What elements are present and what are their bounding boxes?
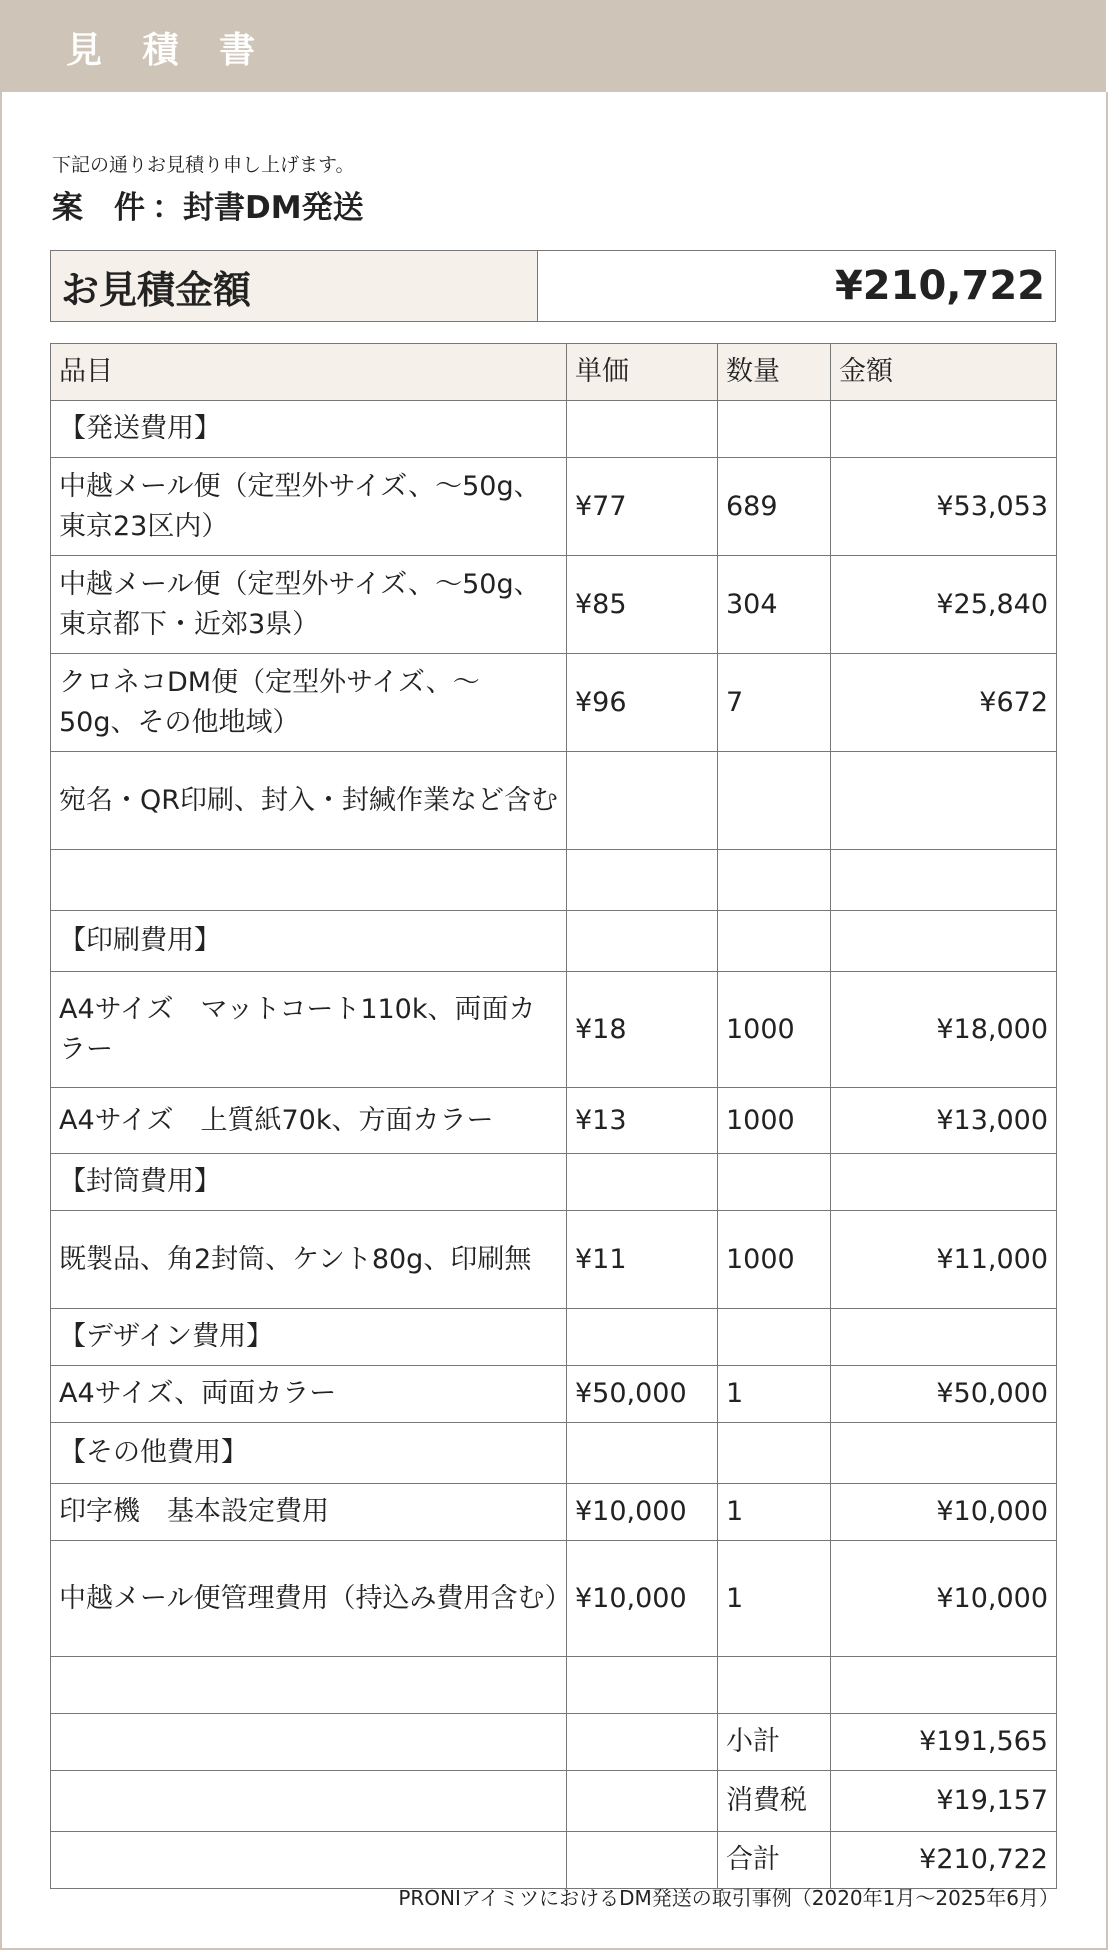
cell-quantity: 1000 — [718, 972, 831, 1088]
table-row — [51, 1088, 1057, 1154]
cell-amount — [831, 1154, 1057, 1211]
cell-item: 【封筒費用】 — [51, 1154, 567, 1211]
cell-item: 【印刷費用】 — [51, 911, 567, 972]
cell-item: クロネコDM便（定型外サイズ、～50g、その他地域） — [51, 654, 567, 752]
cell-amount: ¥10,000 — [831, 1484, 1057, 1541]
table-row — [51, 1484, 1057, 1541]
cell-unit-price — [567, 1832, 718, 1889]
table-row — [51, 1541, 1057, 1657]
cell-unit-price: ¥50,000 — [567, 1366, 718, 1423]
column-header-amount: 金額 — [831, 344, 1057, 401]
cell-amount — [831, 752, 1057, 850]
table-row — [51, 654, 1057, 752]
document-title: 見 積 書 — [66, 30, 270, 71]
cell-quantity — [718, 1423, 831, 1484]
cell-amount: ¥13,000 — [831, 1088, 1057, 1154]
table-row — [51, 458, 1057, 556]
column-header-item: 品目 — [51, 344, 567, 401]
estimate-total-label: お見積金額 — [51, 251, 538, 321]
table-row — [51, 1771, 1057, 1832]
cell-unit-price: ¥13 — [567, 1088, 718, 1154]
cell-unit-price — [567, 1771, 718, 1832]
cell-unit-price: ¥77 — [567, 458, 718, 556]
cell-amount: ¥10,000 — [831, 1541, 1057, 1657]
cell-quantity — [718, 1657, 831, 1714]
table-row — [51, 1366, 1057, 1423]
cell-quantity: 1000 — [718, 1088, 831, 1154]
cell-amount: ¥210,722 — [831, 1832, 1057, 1889]
cell-amount — [831, 850, 1057, 911]
subject-label: 案 件 — [52, 190, 145, 226]
cell-unit-price — [567, 1423, 718, 1484]
estimate-items-table — [50, 343, 1057, 1889]
table-row — [51, 1832, 1057, 1889]
cell-item — [51, 1714, 567, 1771]
cell-quantity: 消費税 — [718, 1771, 831, 1832]
cell-item: A4サイズ 上質紙70k、方面カラー — [51, 1088, 567, 1154]
cell-unit-price — [567, 401, 718, 458]
cell-quantity — [718, 752, 831, 850]
cell-unit-price: ¥18 — [567, 972, 718, 1088]
table-row — [51, 1423, 1057, 1484]
cell-amount: ¥53,053 — [831, 458, 1057, 556]
cell-item — [51, 1657, 567, 1714]
cell-unit-price: ¥11 — [567, 1211, 718, 1309]
cell-item: A4サイズ、両面カラー — [51, 1366, 567, 1423]
cell-quantity: 1 — [718, 1366, 831, 1423]
cell-quantity: 689 — [718, 458, 831, 556]
cell-item — [51, 1832, 567, 1889]
cell-item: 中越メール便（定型外サイズ、～50g、東京23区内） — [51, 458, 567, 556]
subject-value: ：封書DM発送 — [152, 190, 364, 226]
cell-quantity: 合計 — [718, 1832, 831, 1889]
cell-amount — [831, 1657, 1057, 1714]
cell-quantity — [718, 1309, 831, 1366]
column-header-unit-price: 単価 — [567, 344, 718, 401]
cell-amount: ¥50,000 — [831, 1366, 1057, 1423]
table-row — [51, 911, 1057, 972]
cell-item: 【その他費用】 — [51, 1423, 567, 1484]
document-header — [0, 0, 1106, 92]
cell-quantity — [718, 850, 831, 911]
cell-item: 中越メール便（定型外サイズ、～50g、東京都下・近郊3県） — [51, 556, 567, 654]
cell-quantity: 1 — [718, 1541, 831, 1657]
subject-line — [52, 182, 364, 227]
cell-item: 中越メール便管理費用（持込み費用含む） — [51, 1541, 567, 1657]
cell-quantity: 304 — [718, 556, 831, 654]
intro-text: 下記の通りお見積り申し上げます。 — [52, 154, 355, 176]
cell-item: 既製品、角2封筒、ケント80g、印刷無 — [51, 1211, 567, 1309]
cell-item: 宛名・QR印刷、封入・封緘作業など含む — [51, 752, 567, 850]
cell-amount — [831, 1309, 1057, 1366]
table-row — [51, 850, 1057, 911]
table-row — [51, 972, 1057, 1088]
cell-amount: ¥11,000 — [831, 1211, 1057, 1309]
cell-quantity — [718, 911, 831, 972]
cell-quantity: 小計 — [718, 1714, 831, 1771]
cell-unit-price — [567, 1657, 718, 1714]
cell-amount: ¥672 — [831, 654, 1057, 752]
table-row — [51, 401, 1057, 458]
cell-quantity — [718, 401, 831, 458]
table-row — [51, 1657, 1057, 1714]
cell-unit-price — [567, 911, 718, 972]
cell-amount: ¥191,565 — [831, 1714, 1057, 1771]
footnote: PRONIアイミツにおけるDM発送の取引事例（2020年1月～2025年6月） — [398, 1886, 1059, 1910]
column-header-quantity: 数量 — [718, 344, 831, 401]
cell-unit-price — [567, 1714, 718, 1771]
cell-item — [51, 1771, 567, 1832]
cell-amount — [831, 911, 1057, 972]
cell-quantity — [718, 1154, 831, 1211]
table-row — [51, 752, 1057, 850]
cell-quantity: 7 — [718, 654, 831, 752]
cell-unit-price — [567, 1309, 718, 1366]
cell-unit-price: ¥10,000 — [567, 1541, 718, 1657]
cell-amount: ¥19,157 — [831, 1771, 1057, 1832]
cell-unit-price: ¥10,000 — [567, 1484, 718, 1541]
cell-item: A4サイズ マットコート110k、両面カラー — [51, 972, 567, 1088]
cell-unit-price — [567, 1154, 718, 1211]
table-header-row — [51, 344, 1057, 401]
estimate-total-box — [50, 250, 1056, 322]
cell-amount — [831, 1423, 1057, 1484]
estimate-total-value: ¥210,722 — [834, 263, 1045, 309]
table-row — [51, 1309, 1057, 1366]
cell-item: 【発送費用】 — [51, 401, 567, 458]
table-row — [51, 1211, 1057, 1309]
cell-item: 印字機 基本設定費用 — [51, 1484, 567, 1541]
table-row — [51, 556, 1057, 654]
cell-unit-price: ¥85 — [567, 556, 718, 654]
cell-item: 【デザイン費用】 — [51, 1309, 567, 1366]
cell-unit-price — [567, 850, 718, 911]
cell-amount — [831, 401, 1057, 458]
cell-quantity: 1000 — [718, 1211, 831, 1309]
cell-amount: ¥25,840 — [831, 556, 1057, 654]
cell-quantity: 1 — [718, 1484, 831, 1541]
table-row — [51, 1154, 1057, 1211]
cell-unit-price — [567, 752, 718, 850]
table-row — [51, 1714, 1057, 1771]
cell-unit-price: ¥96 — [567, 654, 718, 752]
cell-item — [51, 850, 567, 911]
cell-amount: ¥18,000 — [831, 972, 1057, 1088]
